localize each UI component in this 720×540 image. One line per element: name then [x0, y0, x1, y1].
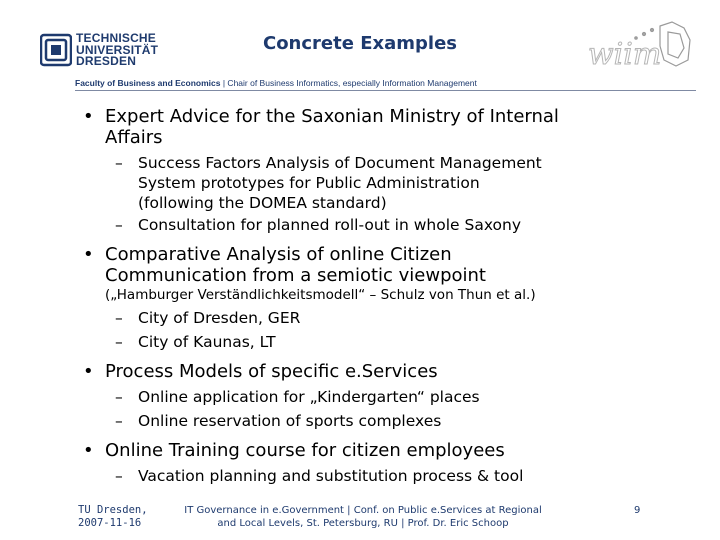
dash-icon: –	[115, 309, 123, 327]
bullet-line: Expert Advice for the Saxonian Ministry of Internal	[105, 106, 559, 127]
bullet-line: Online Training course for citizen employees	[105, 440, 505, 461]
footer-center-line: IT Governance in e.Government | Conf. on Public e.Services at Regional	[184, 505, 542, 516]
dash-icon: –	[115, 467, 123, 485]
wiim-logo-text: wiim	[588, 37, 662, 72]
sub-bullet-item	[83, 387, 693, 407]
sub-bullet-item	[83, 411, 693, 431]
university-line: DRESDEN	[76, 54, 137, 68]
bullet-icon: •	[83, 106, 94, 127]
sub-bullet-line: (following the DOMEA standard)	[138, 194, 387, 212]
bullet-line: Process Models of specific e.Services	[105, 361, 438, 382]
university-line: TECHNISCHE	[76, 31, 157, 45]
footer-conference	[168, 504, 558, 530]
sub-bullet-line: Success Factors Analysis of Document Management	[138, 154, 542, 172]
sub-bullet-line: Online application for „Kindergarten“ places	[138, 388, 480, 406]
slide-title: Concrete Examples	[262, 33, 457, 54]
dash-icon: –	[115, 216, 123, 234]
bullet-line: Affairs	[105, 127, 163, 148]
slide-content	[83, 104, 693, 486]
faculty-name: Faculty of Business and Economics	[75, 78, 221, 88]
sub-bullet-item	[83, 153, 693, 213]
sub-bullet-line: City of Kaunas, LT	[138, 333, 276, 351]
bullet-item	[83, 361, 693, 382]
sub-bullet-item	[83, 215, 693, 235]
sub-bullet-item	[83, 308, 693, 328]
header-affiliation	[75, 78, 477, 88]
bullet-item	[83, 106, 693, 148]
sub-bullet-line: City of Dresden, GER	[138, 309, 301, 327]
sub-bullet-line: Online reservation of sports complexes	[138, 412, 442, 430]
sub-bullet-item	[83, 466, 693, 486]
chair-name: | Chair of Business Informatics, especially Information Management	[222, 78, 477, 88]
footer-date	[78, 504, 148, 530]
footer-left-line: TU Dresden,	[78, 504, 148, 516]
dash-icon: –	[115, 412, 123, 430]
bullet-icon: •	[83, 361, 94, 382]
dash-icon: –	[115, 388, 123, 406]
footer-left-line: 2007-11-16	[78, 517, 142, 529]
bullet-icon: •	[83, 440, 94, 461]
sub-bullet-line: Vacation planning and substitution process & tool	[138, 467, 524, 485]
bullet-line: Comparative Analysis of online Citizen	[105, 244, 452, 265]
chair-logo	[560, 20, 710, 78]
sub-bullet-item	[83, 332, 693, 352]
footer-center-line: and Local Levels, St. Petersburg, RU | Prof. Dr. Eric Schoop	[217, 518, 509, 529]
dash-icon: –	[115, 154, 123, 172]
dash-icon: –	[115, 333, 123, 351]
sub-bullet-line: Consultation for planned roll-out in whole Saxony	[138, 216, 522, 234]
bullet-item	[83, 440, 693, 461]
bullet-item	[83, 244, 693, 286]
bullet-line: Communication from a semiotic viewpoint	[105, 265, 486, 286]
page-number: 9	[634, 505, 641, 516]
sub-bullet-line: System prototypes for Public Administration	[138, 174, 480, 192]
header-divider	[75, 90, 696, 91]
wiim-logo-icon	[560, 20, 710, 78]
bullet-note: („Hamburger Verständlichkeitsmodell“ – Schulz von Thun et al.)	[105, 287, 536, 303]
bullet-icon: •	[83, 244, 94, 265]
university-line: UNIVERSITÄT	[76, 42, 159, 57]
